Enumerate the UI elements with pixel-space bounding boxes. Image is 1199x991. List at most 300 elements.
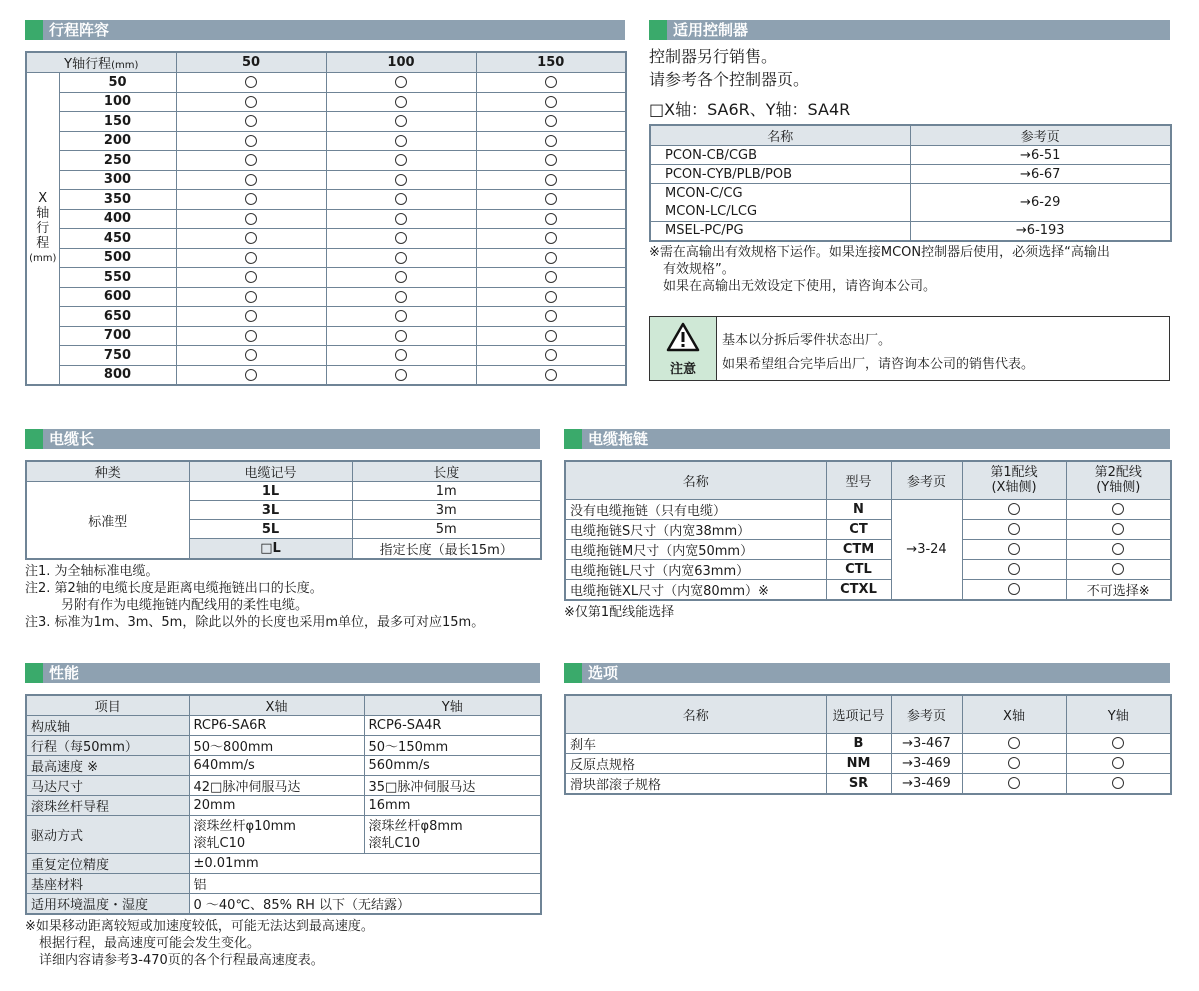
x-stroke-value: 650 [59,307,176,327]
chain-header: 参考页 [891,461,962,499]
available-mark [245,291,257,303]
stroke-cell [326,248,476,268]
perf-note: 根据行程，最高速度可能会发生变化。 [39,936,261,951]
options-header: 名称 [565,695,826,733]
available-mark [245,76,257,88]
available-mark [245,213,257,225]
x-stroke-value: 500 [59,248,176,268]
perf-item: 行程（每50mm） [26,736,189,756]
perf-y: 16mm [364,796,541,816]
available-mark [1008,777,1020,789]
perf-item: 重复定位精度 [26,854,189,874]
x-stroke-value: 600 [59,287,176,307]
section-title [25,663,540,683]
options-header: X轴 [962,695,1066,733]
perf-item: 适用环境温度・湿度 [26,894,189,915]
option-name: 刹车 [565,733,826,753]
stroke-cell [176,248,326,268]
perf-table [25,694,542,915]
stroke-cell [176,268,326,288]
chain-header: 第2配线 (Y轴侧) [1066,461,1171,499]
available-mark [1008,523,1020,535]
chain-w1 [962,559,1066,579]
stroke-cell [326,112,476,132]
stroke-row [26,229,626,249]
cable-note: 注3. 标准为1m、3m、5m，除此以外的长度也采用m单位，最多可对应15m。 [25,615,485,630]
stroke-row [26,287,626,307]
controller-header-ref: 参考页 [910,125,1171,146]
available-mark [395,76,407,88]
available-mark [395,232,407,244]
stroke-cell [476,170,626,190]
section-marker [25,20,43,40]
available-mark [545,135,557,147]
available-mark [545,154,557,166]
stroke-cell [326,73,476,93]
chain-w2: 不可选择※ [1066,579,1171,600]
controller-ref: →6-67 [910,165,1171,184]
section-marker [649,20,667,40]
option-code: SR [826,773,891,794]
chain-name: 电缆拖链L尺寸（内宽63mm） [565,559,826,579]
section-title-text: 电缆长 [49,430,95,448]
x-stroke-value: 450 [59,229,176,249]
option-x [962,773,1066,794]
stroke-cell [476,287,626,307]
available-mark [1112,543,1124,555]
option-y [1066,773,1171,794]
cable-type: 标准型 [26,482,189,560]
chain-code: CTM [826,539,891,559]
section-title-text: 选项 [588,664,619,682]
stroke-cell [326,287,476,307]
stroke-cell [476,346,626,366]
available-mark [245,115,257,127]
available-mark [1112,777,1124,789]
available-mark [1008,757,1020,769]
x-stroke-value: 100 [59,92,176,112]
available-mark [395,154,407,166]
available-mark [545,310,557,322]
chain-w2 [1066,539,1171,559]
stroke-cell [476,209,626,229]
controller-ref: →6-51 [910,146,1171,165]
available-mark [395,96,407,108]
available-mark [545,193,557,205]
cable-note: 另附有作为电缆拖链内配线用的柔性电缆。 [61,598,309,613]
stroke-row [26,307,626,327]
section-marker [25,429,43,449]
stroke-row [26,112,626,132]
available-mark [1008,737,1020,749]
available-mark [395,174,407,186]
cable-length: 指定长度（最长15m） [352,539,541,560]
cable-length: 3m [352,501,541,520]
cable-section [25,429,540,631]
stroke-cell [476,268,626,288]
x-stroke-value: 300 [59,170,176,190]
cable-note: 注1. 为全轴标准电缆。 [25,564,159,579]
available-mark [1112,563,1124,575]
controller-line: 控制器另行销售。 [649,47,778,66]
stroke-cell [176,229,326,249]
controller-subtitle: □X轴：SA6R、Y轴：SA4R [649,100,851,119]
cable-table [25,460,542,560]
chain-note: ※仅第1配线能选择 [564,604,675,620]
stroke-cell [326,365,476,385]
available-mark [1008,583,1020,595]
stroke-cell [326,307,476,327]
chain-code: CTXL [826,579,891,600]
perf-x: 20mm [189,796,364,816]
chain-ref: →3-24 [891,499,962,600]
options-row [565,753,1171,773]
available-mark [245,193,257,205]
caution-text: 基本以分拆后零件状态出厂。 [722,333,892,348]
available-mark [545,271,557,283]
section-title-text: 电缆拖链 [588,430,649,448]
section-marker [25,663,43,683]
perf-x: 50～800mm [189,736,364,756]
options-header: 选项记号 [826,695,891,733]
available-mark [245,174,257,186]
chain-w1 [962,499,1066,519]
perf-x: 42□脉冲伺服马达 [189,776,364,796]
chain-w2 [1066,519,1171,539]
section-title [564,429,1170,449]
perf-y: 35□脉冲伺服马达 [364,776,541,796]
stroke-cell [326,170,476,190]
chain-row [565,519,1171,539]
perf-item: 马达尺寸 [26,776,189,796]
available-mark [395,291,407,303]
perf-value: 0 ～40℃、85% RH 以下（无结露） [189,894,541,915]
caution-text: 如果希望组合完毕后出厂，请咨询本公司的销售代表。 [722,357,1035,372]
stroke-cell [176,151,326,171]
available-mark [1008,563,1020,575]
available-mark [245,135,257,147]
caution-icon-cell [650,317,717,380]
chain-name: 没有电缆拖链（只有电缆） [565,499,826,519]
y-stroke-header: 50 [176,52,326,73]
stroke-cell [476,112,626,132]
x-stroke-value: 800 [59,365,176,385]
x-stroke-value: 350 [59,190,176,210]
stroke-cell [326,326,476,346]
perf-row [26,776,541,796]
stroke-cell [476,326,626,346]
stroke-cell [176,346,326,366]
chain-name: 电缆拖链M尺寸（内宽50mm） [565,539,826,559]
perf-row [26,796,541,816]
section-marker [564,429,582,449]
y-stroke-header: 100 [326,52,476,73]
stroke-cell [476,151,626,171]
available-mark [545,115,557,127]
stroke-cell [476,229,626,249]
x-stroke-value: 750 [59,346,176,366]
perf-header: 项目 [26,695,189,716]
option-name: 反原点规格 [565,753,826,773]
available-mark [1008,503,1020,515]
caution-label: 注意 [669,362,696,377]
stroke-cell [476,248,626,268]
x-stroke-value: 200 [59,131,176,151]
option-ref: →3-467 [891,733,962,753]
cable-code: □L [189,539,352,560]
stroke-row [26,365,626,385]
chain-code: CTL [826,559,891,579]
chain-header: 型号 [826,461,891,499]
perf-row [26,874,541,894]
stroke-cell [176,73,326,93]
perf-y: RCP6-SA4R [364,716,541,736]
cable-length: 5m [352,520,541,539]
chain-w2 [1066,499,1171,519]
available-mark [545,213,557,225]
controller-note: 有效规格”。 [663,261,735,277]
perf-y: 50～150mm [364,736,541,756]
available-mark [395,271,407,283]
stroke-cell [476,73,626,93]
perf-value: ±0.01mm [189,854,541,874]
controller-ref: →6-29 [910,184,1171,222]
chain-header: 名称 [565,461,826,499]
stroke-cell [476,92,626,112]
stroke-row [26,209,626,229]
controller-note: 如果在高输出无效设定下使用，请咨询本公司。 [663,278,937,294]
option-name: 滑块部滚子规格 [565,773,826,794]
perf-item: 滚珠丝杆导程 [26,796,189,816]
stroke-cell [326,92,476,112]
available-mark [245,369,257,381]
available-mark [395,330,407,342]
controller-section [649,20,1170,377]
available-mark [545,252,557,264]
available-mark [395,369,407,381]
perf-row [26,854,541,874]
perf-item: 最高速度 ※ [26,756,189,776]
perf-x: 滚珠丝杆φ10mm 滚轧C10 [189,816,364,854]
stroke-cell [176,287,326,307]
stroke-row [26,190,626,210]
available-mark [245,349,257,361]
available-mark [1008,543,1020,555]
stroke-row [26,92,626,112]
stroke-cell [476,307,626,327]
section-title-text: 适用控制器 [673,21,749,39]
perf-y: 滚珠丝杆φ8mm 滚轧C10 [364,816,541,854]
controller-name: PCON-CYB/PLB/POB [650,165,910,184]
perf-row [26,894,541,915]
option-code: NM [826,753,891,773]
option-ref: →3-469 [891,753,962,773]
x-stroke-value: 700 [59,326,176,346]
options-section [564,663,1170,795]
stroke-cell [176,131,326,151]
perf-item: 构成轴 [26,716,189,736]
stroke-cell [176,365,326,385]
option-y [1066,753,1171,773]
options-row [565,773,1171,794]
stroke-cell [176,112,326,132]
chain-row [565,499,1171,519]
stroke-row [26,268,626,288]
perf-note: ※如果移动距离较短或加速度较低，可能无法达到最高速度。 [25,919,374,934]
available-mark [395,252,407,264]
stroke-cell [176,190,326,210]
x-stroke-value: 400 [59,209,176,229]
available-mark [1112,503,1124,515]
stroke-cell [326,190,476,210]
perf-section [25,663,540,969]
x-stroke-value: 250 [59,151,176,171]
options-header: 参考页 [891,695,962,733]
available-mark [395,193,407,205]
perf-row [26,716,541,736]
options-table [564,694,1172,795]
stroke-row [26,73,626,93]
controller-header-name: 名称 [650,125,910,146]
stroke-cell [476,131,626,151]
stroke-corner-header: Y轴行程(mm) [26,52,176,73]
chain-row [565,539,1171,559]
chain-name: 电缆拖链XL尺寸（内宽80mm）※ [565,579,826,600]
chain-w2 [1066,559,1171,579]
chain-header: 第1配线 (X轴侧) [962,461,1066,499]
section-title [564,663,1170,683]
available-mark [545,96,557,108]
available-mark [245,310,257,322]
cable-code: 5L [189,520,352,539]
controller-line: 请参考各个控制器页。 [649,70,810,89]
section-title [25,429,540,449]
available-mark [395,115,407,127]
available-mark [1112,737,1124,749]
perf-row [26,756,541,776]
option-y [1066,733,1171,753]
chain-code: N [826,499,891,519]
cable-code: 1L [189,482,352,501]
available-mark [245,96,257,108]
stroke-table [25,51,627,386]
stroke-cell [176,92,326,112]
chain-row [565,559,1171,579]
chain-w1 [962,579,1066,600]
chain-code: CT [826,519,891,539]
available-mark [245,252,257,264]
option-x [962,753,1066,773]
available-mark [1112,523,1124,535]
perf-item: 驱动方式 [26,816,189,854]
chain-name: 电缆拖链S尺寸（内宽38mm） [565,519,826,539]
available-mark [245,154,257,166]
stroke-row [26,248,626,268]
section-title-text: 性能 [49,664,80,682]
perf-value: 铝 [189,874,541,894]
stroke-cell [326,268,476,288]
available-mark [245,271,257,283]
stroke-row [26,346,626,366]
cable-length: 1m [352,482,541,501]
controller-table [649,124,1172,242]
chain-table [564,460,1172,601]
available-mark [1112,757,1124,769]
perf-y: 560mm/s [364,756,541,776]
perf-row [26,736,541,756]
controller-name: PCON-CB/CGB [650,146,910,165]
options-header: Y轴 [1066,695,1171,733]
stroke-cell [326,229,476,249]
perf-header: X轴 [189,695,364,716]
option-code: B [826,733,891,753]
available-mark [245,330,257,342]
x-stroke-value: 550 [59,268,176,288]
x-stroke-label: X 轴 行 程 (mm) [26,73,59,385]
section-title-text: 行程阵容 [49,21,110,39]
option-ref: →3-469 [891,773,962,794]
available-mark [395,213,407,225]
stroke-row [26,170,626,190]
x-stroke-value: 150 [59,112,176,132]
chain-w1 [962,539,1066,559]
controller-note: ※需在高输出有效规格下运作。如果连接MCON控制器后使用，必须选择“高输出 [649,244,1110,260]
chain-row [565,579,1171,600]
chain-section [564,429,1170,621]
stroke-cell [476,365,626,385]
perf-note: 详细内容请参考3-470页的各个行程最高速度表。 [39,953,324,968]
perf-x: RCP6-SA6R [189,716,364,736]
stroke-row [26,131,626,151]
controller-ref: →6-193 [910,222,1171,241]
perf-header: Y轴 [364,695,541,716]
stroke-row [26,326,626,346]
stroke-cell [176,326,326,346]
available-mark [395,135,407,147]
perf-item: 基座材料 [26,874,189,894]
available-mark [545,232,557,244]
stroke-section [25,20,625,386]
chain-w1 [962,519,1066,539]
option-x [962,733,1066,753]
cable-header: 长度 [352,461,541,482]
section-marker [564,663,582,683]
available-mark [545,291,557,303]
stroke-cell [176,209,326,229]
stroke-cell [326,209,476,229]
x-stroke-value: 50 [59,73,176,93]
available-mark [245,232,257,244]
stroke-row [26,151,626,171]
stroke-cell [176,170,326,190]
stroke-cell [476,190,626,210]
available-mark [395,349,407,361]
stroke-cell [176,307,326,327]
cable-note: 注2. 第2轴的电缆长度是距离电缆拖链出口的长度。 [25,581,323,596]
available-mark [545,369,557,381]
cable-code: 3L [189,501,352,520]
controller-name: MCON-LC/LCG [650,203,910,222]
stroke-cell [326,346,476,366]
controller-name: MSEL-PC/PG [650,222,910,241]
available-mark [395,310,407,322]
stroke-cell [326,131,476,151]
perf-x: 640mm/s [189,756,364,776]
available-mark [545,349,557,361]
options-row [565,733,1171,753]
cable-header: 种类 [26,461,189,482]
section-title [649,20,1170,40]
